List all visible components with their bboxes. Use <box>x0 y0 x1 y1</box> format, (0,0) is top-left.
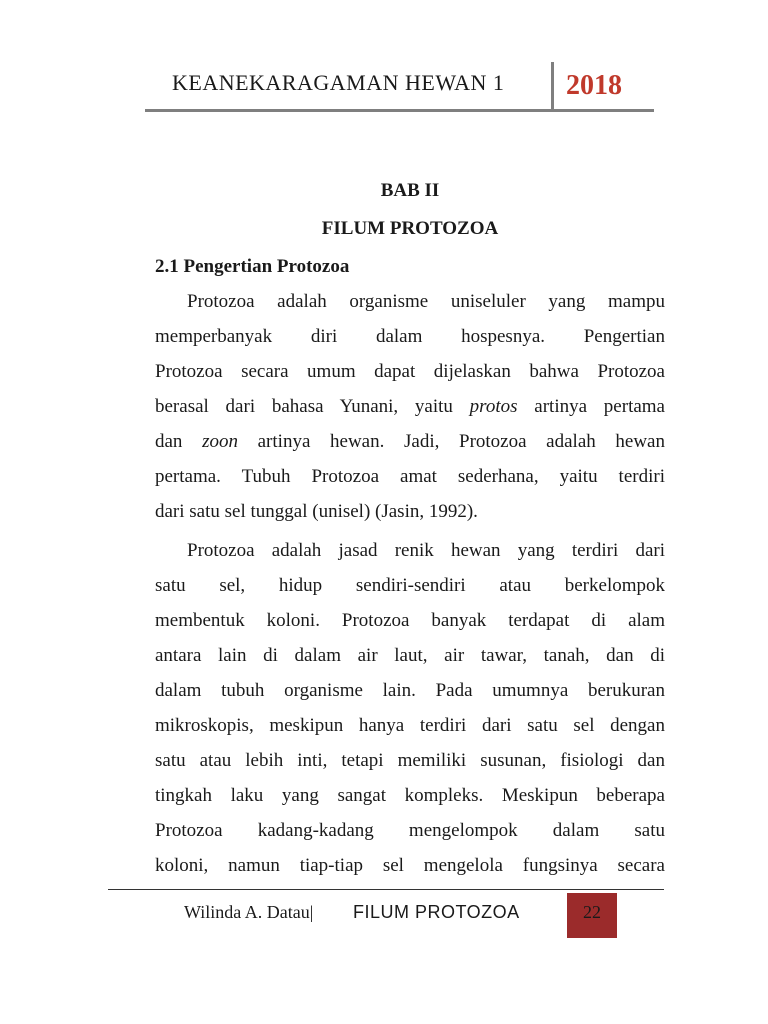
text-line <box>155 743 665 778</box>
text-line <box>155 708 665 743</box>
text-segment: artinya hewan. Jadi, Protozoa adalah hewan <box>237 431 665 452</box>
text-line <box>155 389 665 424</box>
text-segment: memperbanyak diri dalam hospesnya. Pengertian <box>155 326 665 347</box>
footer-chapter-title: FILUM PROTOZOA <box>353 902 520 922</box>
italic-term: protos <box>469 396 518 417</box>
header-rule <box>145 109 654 112</box>
text-segment: Protozoa adalah organisme uniseluler yang mampu <box>187 291 665 312</box>
paragraph <box>155 533 665 883</box>
text-segment: Protozoa secara umum dapat dijelaskan bahwa Protozoa <box>155 361 665 382</box>
text-line <box>155 568 665 603</box>
text-segment: dari satu sel tunggal (unisel) (Jasin, 1992). <box>155 501 478 522</box>
text-segment: artinya pertama <box>517 396 665 417</box>
text-segment: Protozoa kadang-kadang mengelompok dalam satu <box>155 820 665 841</box>
text-segment: satu atau lebih inti, tetapi memiliki susunan, fisiologi dan <box>155 750 665 771</box>
text-line <box>155 673 665 708</box>
text-line <box>155 638 665 673</box>
text-segment: dan <box>155 431 203 452</box>
text-line <box>155 778 665 813</box>
section-heading: 2.1 Pengertian Protozoa <box>155 256 350 277</box>
chapter-number: BAB II <box>380 180 440 201</box>
text-segment: pertama. Tubuh Protozoa amat sederhana, yaitu terdiri <box>155 466 665 487</box>
text-line <box>155 284 665 319</box>
text-segment: dalam tubuh organisme lain. Pada umumnya berukuran <box>155 680 665 701</box>
text-line <box>155 424 665 459</box>
text-segment: berasal dari bahasa Yunani, yaitu <box>155 396 470 417</box>
paragraph <box>155 284 665 529</box>
chapter-title: FILUM PROTOZOA <box>321 218 499 239</box>
text-segment: koloni, namun tiap-tiap sel mengelola fungsinya secara <box>155 855 665 876</box>
text-line <box>155 319 665 354</box>
header-title: KEANEKARAGAMAN HEWAN 1 <box>172 70 505 95</box>
text-line <box>155 494 665 529</box>
text-line <box>155 813 665 848</box>
text-segment: satu sel, hidup sendiri-sendiri atau berkelompok <box>155 575 665 596</box>
text-line <box>155 459 665 494</box>
text-segment: membentuk koloni. Protozoa banyak terdapat di alam <box>155 610 665 631</box>
text-segment: mikroskopis, meskipun hanya terdiri dari satu sel dengan <box>155 715 665 736</box>
italic-term: zoon <box>202 431 238 452</box>
footer-author: Wilinda A. Datau| <box>184 902 314 922</box>
text-line <box>155 603 665 638</box>
text-line <box>155 354 665 389</box>
footer-rule <box>108 889 664 890</box>
text-segment: antara lain di dalam air laut, air tawar, tanah, dan di <box>155 645 665 666</box>
header-divider <box>551 62 554 110</box>
text-segment: tingkah laku yang sangat kompleks. Meskipun beberapa <box>155 785 665 806</box>
header-year: 2018 <box>566 70 622 101</box>
text-segment: Protozoa adalah jasad renik hewan yang terdiri dari <box>187 540 665 561</box>
page-number: 22 <box>567 893 617 938</box>
text-line <box>155 533 665 568</box>
text-line <box>155 848 665 883</box>
